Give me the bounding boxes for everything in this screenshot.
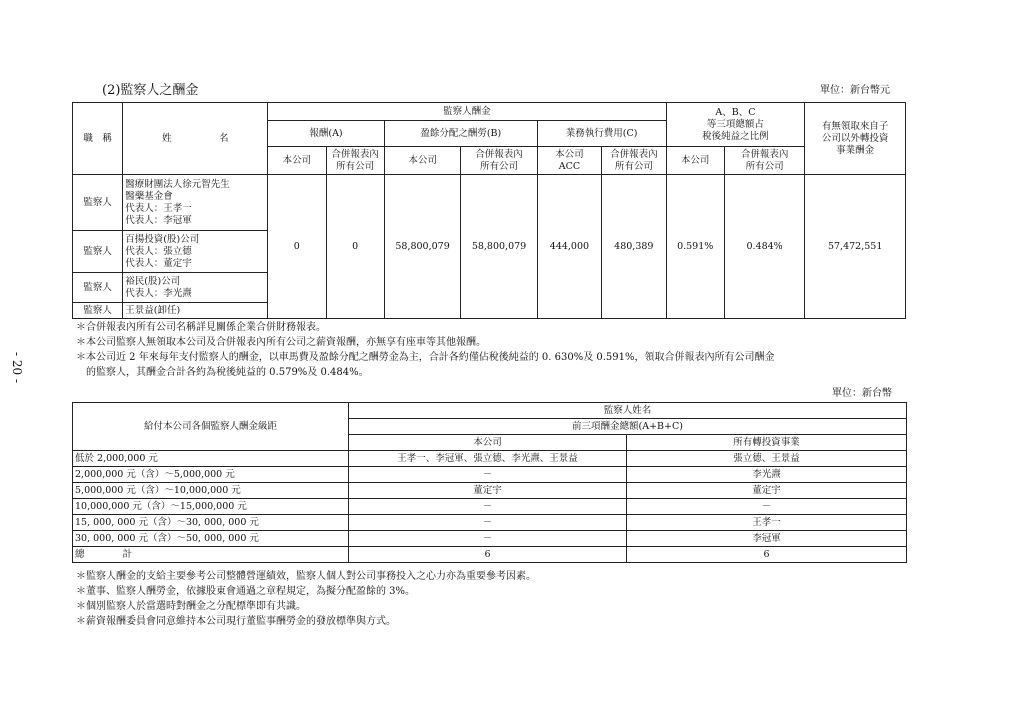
remuneration-range-table <box>72 402 907 563</box>
company-cell: － <box>349 499 627 515</box>
header-remuneration-group: 監察人酬金 <box>268 103 666 121</box>
section-title: (2)監察人之酬金 <box>102 83 199 98</box>
header-name: 姓 名 <box>123 103 268 175</box>
row-name: 百揚投資(股)公司 代表人：張立德 代表人：董定宇 <box>123 231 268 273</box>
row-title: 監察人 <box>73 273 123 303</box>
header-company: 本公司 <box>349 435 627 451</box>
row-name: 醫療財團法人徐元智先生 醫藥基金會 代表人：王孝一 代表人：李冠軍 <box>123 175 268 231</box>
company-cell: － <box>349 515 627 531</box>
row-title: 監察人 <box>73 303 123 319</box>
note: ＊合併報表內所有公司名稱詳見關係企業合併財務報表。 <box>76 322 326 333</box>
sub-company-ratio: 本公司 <box>666 147 724 175</box>
notes-1 <box>76 320 916 380</box>
total-row <box>73 547 907 563</box>
header-remuneration-a: 報酬(A) <box>268 121 385 147</box>
sub-company-a: 本公司 <box>268 147 326 175</box>
table-row <box>73 515 907 531</box>
range-cell: 低於 2,000,000 元 <box>73 451 349 467</box>
range-cell: 5,000,000 元（含）～10,000,000 元 <box>73 483 349 499</box>
table-row <box>73 483 907 499</box>
supervisor-remuneration-table <box>72 102 906 319</box>
row-name: 王景益(卸任) <box>123 303 268 319</box>
table-row <box>73 451 907 467</box>
note: ＊董事、監察人酬勞金，依據股東會通過之章程規定，為擬分配盈餘的 3%。 <box>76 586 416 597</box>
header-range: 給付本公司各個監察人酬金級距 <box>73 403 349 451</box>
total-all: 6 <box>627 547 907 563</box>
sub-consolidated-ratio: 合併報表內 所有公司 <box>724 147 804 175</box>
header-other-income: 有無領取來自子 公司以外轉投資 事業酬金 <box>805 103 906 175</box>
row-name: 裕民(股)公司 代表人：李光燾 <box>123 273 268 303</box>
value-a-company: 0 <box>268 175 326 319</box>
range-cell: 2,000,000 元（含）～5,000,000 元 <box>73 467 349 483</box>
note: ＊本公司近 2 年來每年支付監察人的酬金，以車馬費及盈餘分配之酬勞金為主，合計各約僅佔稅後純益的 0. 630%及 0.591%，領取合併報表內所有公司酬金 <box>76 352 775 363</box>
header-profit-b: 盈餘分配之酬勞(B) <box>384 121 537 147</box>
table-row <box>73 531 907 547</box>
note: ＊個別監察人於當選時對酬金之分配標準即有共識。 <box>76 601 306 612</box>
header-expense-c: 業務執行費用(C) <box>537 121 666 147</box>
sub-consolidated-c: 合併報表內 所有公司 <box>602 147 666 175</box>
company-cell: － <box>349 467 627 483</box>
unit-label-2: 單位：新台幣 <box>832 388 892 399</box>
table-row <box>73 175 906 231</box>
table-row <box>73 499 907 515</box>
note: ＊監察人酬金的支給主要參考公司整體營運績效，監察人個人對公司事務投入之心力亦為重要參考因素。 <box>76 571 536 582</box>
header-ratio: A、B、C 等三項總額占 稅後純益之比例 <box>666 103 805 147</box>
note: ＊薪資報酬委員會同意維持本公司現行董監事酬勞金的發放標準與方式。 <box>76 616 396 627</box>
sub-company-b: 本公司 <box>384 147 460 175</box>
page-number: - 20 - <box>10 352 24 384</box>
value-c-company: 444,000 <box>537 175 601 319</box>
note: ＊本公司監察人無領取本公司及合併報表內所有公司之薪資報酬，亦無享有座車等其他報酬。 <box>76 337 486 348</box>
value-other-income: 57,472,551 <box>805 175 906 319</box>
all-cell: 李冠軍 <box>627 531 907 547</box>
all-cell: － <box>627 499 907 515</box>
range-cell: 30, 000, 000 元（含）～50, 000, 000 元 <box>73 531 349 547</box>
value-b-company: 58,800,079 <box>384 175 460 319</box>
total-label: 總 計 <box>73 547 349 563</box>
sub-consolidated-b: 合併報表內 所有公司 <box>461 147 537 175</box>
company-cell: 王孝一、李冠軍、張立德、李光燾、王景益 <box>349 451 627 467</box>
total-company: 6 <box>349 547 627 563</box>
range-cell: 10,000,000 元（含）～15,000,000 元 <box>73 499 349 515</box>
all-cell: 李光燾 <box>627 467 907 483</box>
row-title: 監察人 <box>73 175 123 231</box>
sub-consolidated-a: 合併報表內 所有公司 <box>326 147 384 175</box>
header-total-abc: 前三項酬金總額(A+B+C) <box>349 419 907 435</box>
unit-label-1: 單位：新台幣元 <box>820 85 890 96</box>
sub-company-c: 本公司 ACC <box>537 147 601 175</box>
header-title: 職 稱 <box>73 103 123 175</box>
value-b-consolidated: 58,800,079 <box>461 175 537 319</box>
header-supervisor-names: 監察人姓名 <box>349 403 907 419</box>
all-cell: 張立德、王景益 <box>627 451 907 467</box>
notes-2 <box>76 569 916 629</box>
row-title: 監察人 <box>73 231 123 273</box>
value-c-consolidated: 480,389 <box>602 175 666 319</box>
company-cell: － <box>349 531 627 547</box>
all-cell: 王孝一 <box>627 515 907 531</box>
company-cell: 董定宇 <box>349 483 627 499</box>
all-cell: 董定宇 <box>627 483 907 499</box>
note: 的監察人，其酬金合計各約為稅後純益的 0.579%及 0.484%。 <box>76 367 369 378</box>
table-row <box>73 467 907 483</box>
range-cell: 15, 000, 000 元（含）～30, 000, 000 元 <box>73 515 349 531</box>
header-all-investments: 所有轉投資事業 <box>627 435 907 451</box>
value-a-consolidated: 0 <box>326 175 384 319</box>
value-ratio-consolidated: 0.484% <box>724 175 804 319</box>
value-ratio-company: 0.591% <box>666 175 724 319</box>
